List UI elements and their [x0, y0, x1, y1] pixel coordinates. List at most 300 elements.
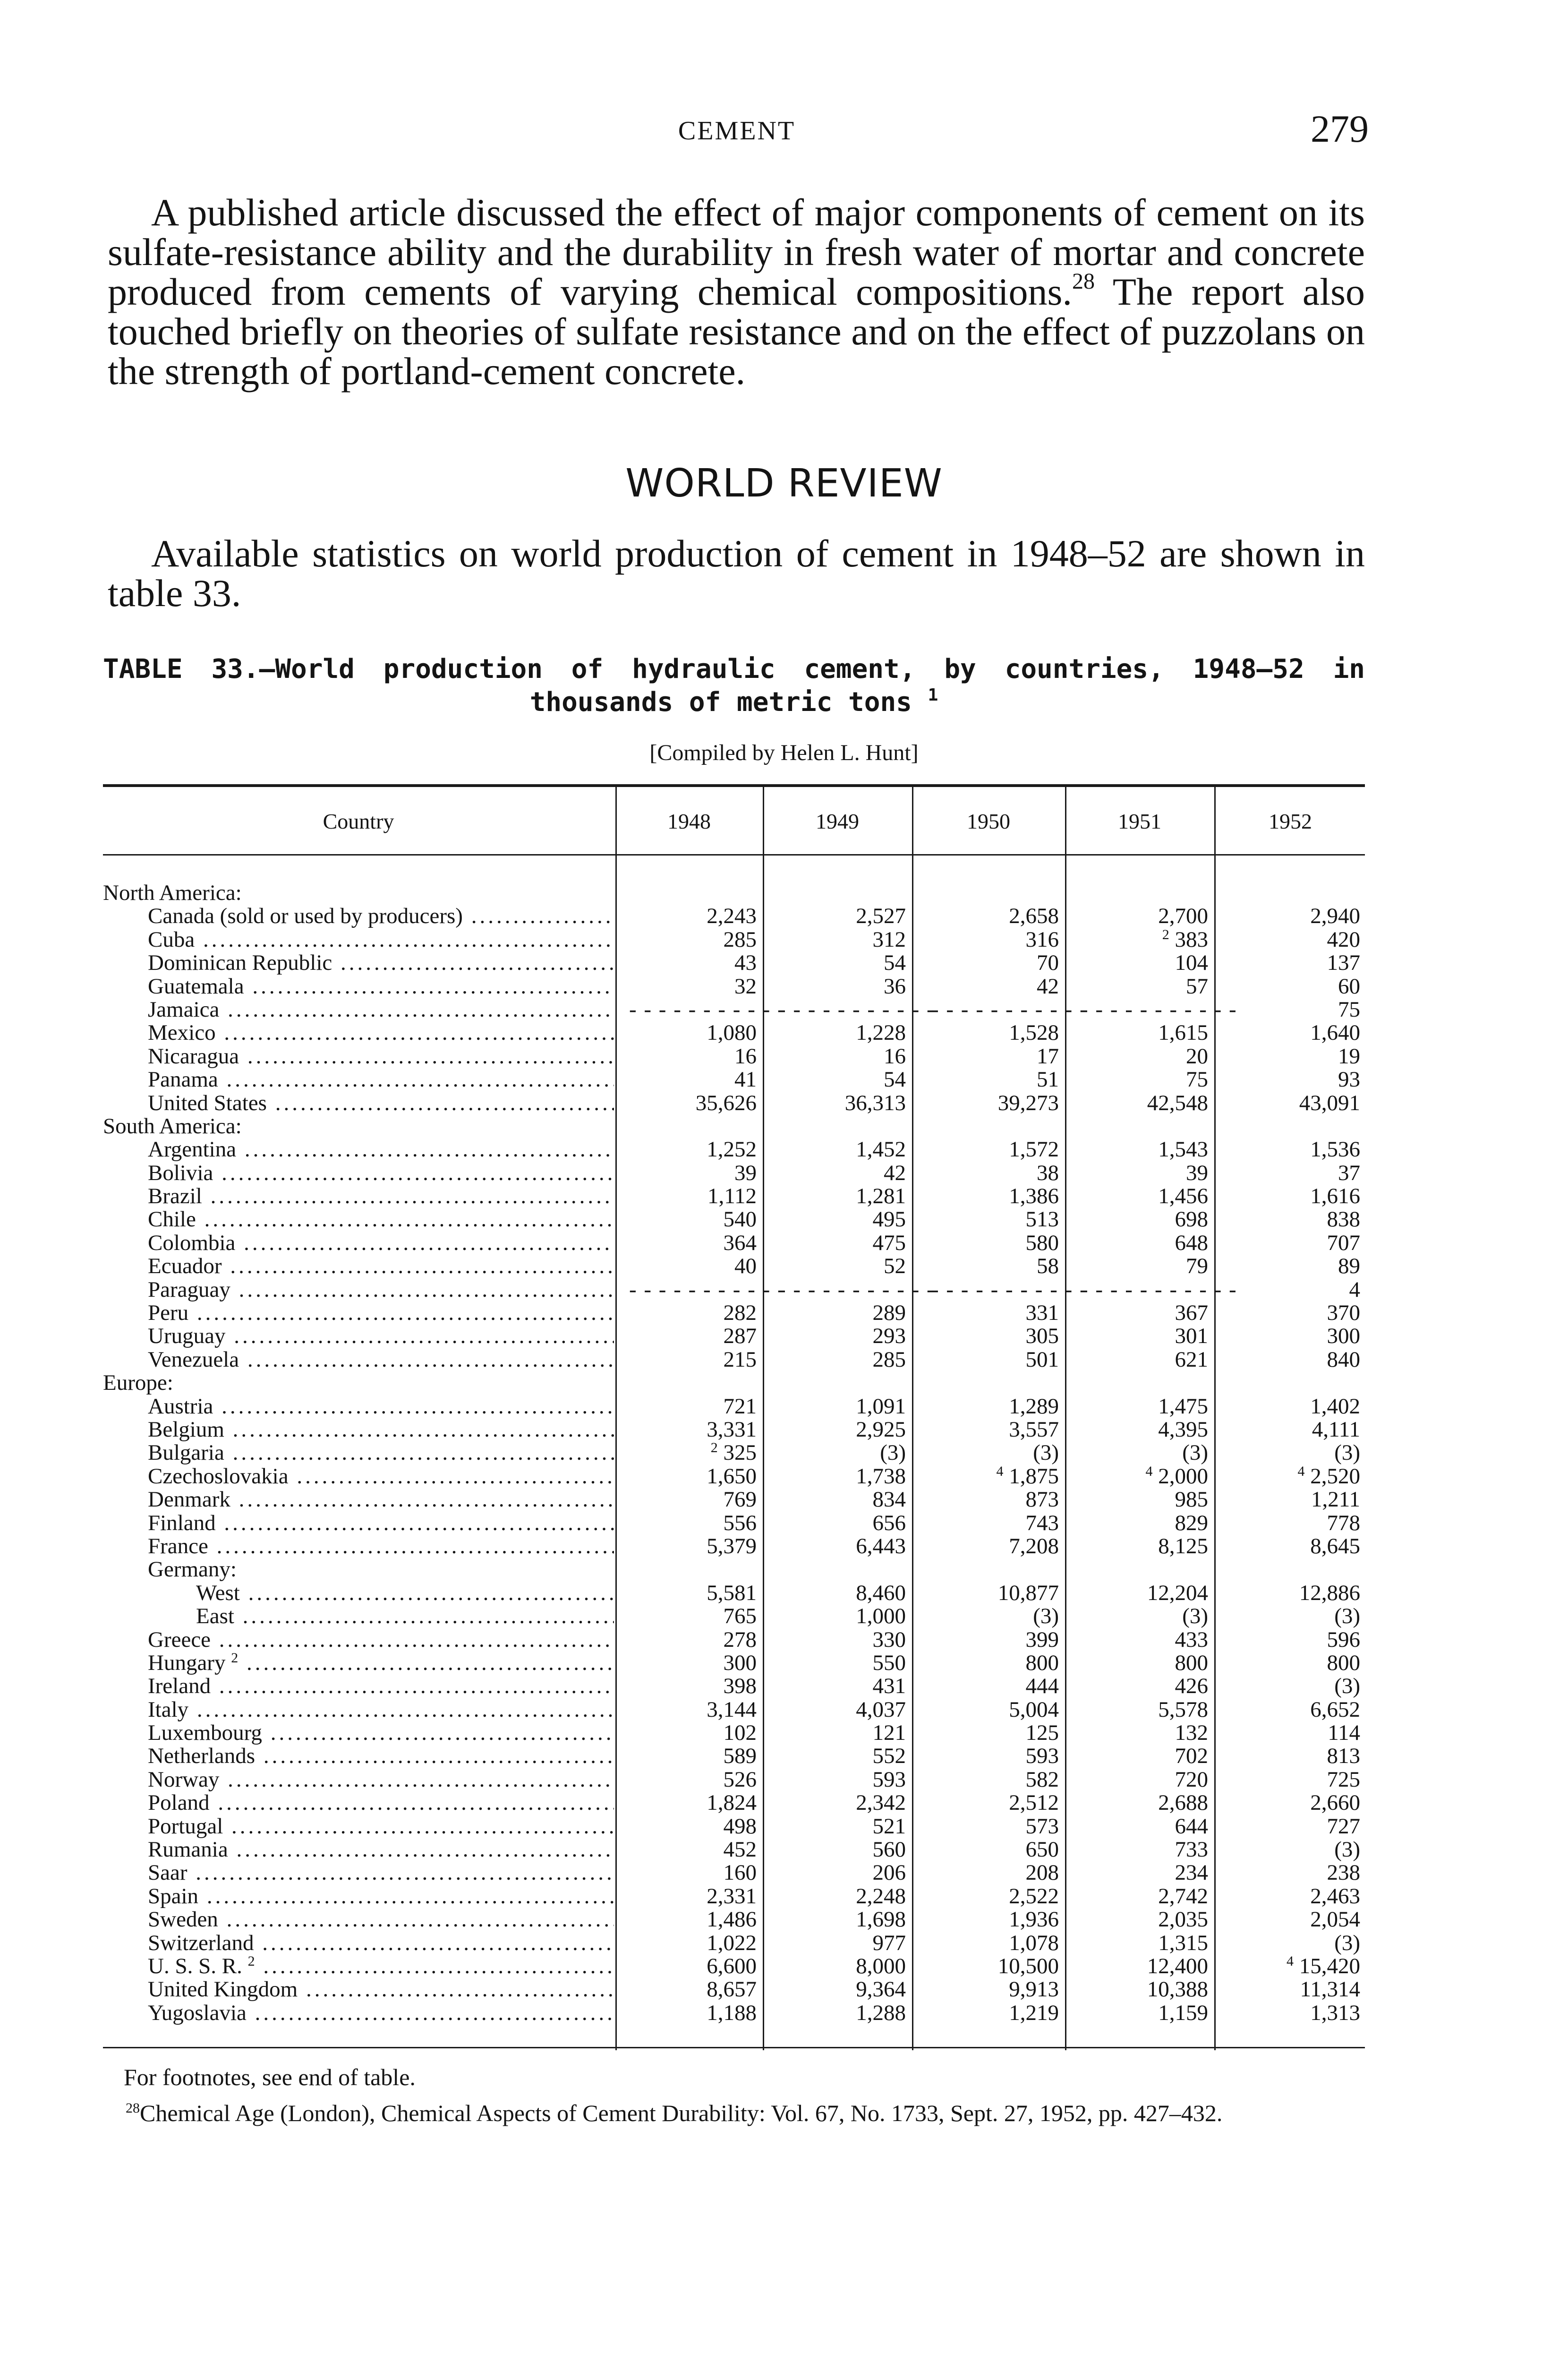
table-cell-1948: [629, 1861, 757, 1884]
country-name-text: Czechoslovakia: [148, 1464, 289, 1489]
table-cell-1948: [629, 1815, 757, 1838]
table-group-row: [103, 1558, 1365, 1581]
table-cell-1952: [1233, 1348, 1360, 1371]
table-row: [103, 1582, 1365, 1605]
cell-value: 2,000: [1158, 1463, 1208, 1489]
cell-value: 8,000: [856, 1953, 906, 1978]
country-name: [148, 1535, 614, 1558]
cell-value: 977: [872, 1930, 906, 1955]
country-name: [148, 975, 614, 998]
cell-value: 1,315: [1158, 1930, 1208, 1955]
table-cell-1952: [1233, 1488, 1360, 1511]
cell-value: 1,616: [1310, 1184, 1360, 1209]
table-row: [103, 1185, 1365, 1208]
table-compiled-by: [Compiled by Helen L. Hunt]: [649, 740, 919, 765]
country-name-text: United Kingdom: [148, 1978, 298, 2002]
cell-value: 985: [1175, 1487, 1208, 1512]
table-row: [103, 1815, 1365, 1838]
country-name: [148, 1348, 614, 1371]
table-cell-1952: [1233, 1955, 1360, 1978]
cell-value: 2,248: [856, 1883, 906, 1908]
table-cell-1948: [629, 1535, 757, 1558]
table-row: [103, 2002, 1365, 2025]
cell-value: 873: [1025, 1487, 1059, 1512]
cell-value: 20: [1186, 1044, 1208, 1069]
country-name-text: Europe:: [103, 1371, 173, 1395]
cell-value: 40: [734, 1254, 757, 1279]
table-cell-1951: [1081, 1185, 1208, 1208]
table-cell-1948: [629, 1325, 757, 1348]
table-cell-1951: [1081, 1348, 1208, 1371]
table-cell-1948: [629, 951, 757, 975]
table-row: [103, 1932, 1365, 1955]
table-cell-1948: [629, 905, 757, 928]
table-cell-1951: [1081, 1488, 1208, 1511]
cell-value: 2,342: [856, 1790, 906, 1815]
country-name-text: Belgium: [148, 1418, 224, 1442]
table-cell-1950: [931, 1185, 1059, 1208]
table-row: [103, 975, 1365, 998]
country-name: [148, 1068, 614, 1091]
table-cell-1952: [1233, 1745, 1360, 1768]
cell-value: 16: [734, 1044, 757, 1069]
table-cell-1950: [931, 1512, 1059, 1535]
country-name: [148, 1861, 614, 1884]
cell-value: 1,091: [856, 1394, 906, 1419]
table-cell-1949: [778, 1162, 906, 1185]
table-row: [103, 1838, 1365, 1861]
table-row: [103, 1395, 1365, 1418]
cell-footnote-ref[interactable]: 4: [1287, 1953, 1294, 1969]
cell-value: 725: [1327, 1767, 1360, 1792]
table-row: [103, 1908, 1365, 1931]
country-name: [148, 1092, 614, 1115]
table-cell-1952: [1233, 1301, 1360, 1325]
table-cell-1949: [778, 1861, 906, 1884]
cell-value: 160: [723, 1860, 757, 1885]
country-name-text: United States: [148, 1091, 267, 1115]
cell-value: 1,228: [856, 1020, 906, 1045]
table-row: [103, 1652, 1365, 1675]
cell-value: 364: [723, 1230, 757, 1255]
cell-value: 282: [723, 1301, 757, 1326]
intro-paragraph: [108, 193, 1365, 391]
table-cell-1949: [778, 1932, 906, 1955]
table-cell-1951: [1081, 928, 1208, 951]
table-cell-1949: [778, 1582, 906, 1605]
table-cell-1950: - - - - - - - - - - -: [931, 997, 1088, 1022]
cell-value: 79: [1186, 1254, 1208, 1279]
cell-value: 208: [1025, 1860, 1059, 1885]
country-name: [148, 1815, 614, 1838]
cell-value: 1,000: [856, 1604, 906, 1629]
country-name: [148, 1418, 614, 1441]
table-cell-1948: [629, 1488, 757, 1511]
table-cell-1949: [778, 1488, 906, 1511]
cell-value: 521: [872, 1814, 906, 1839]
table-group-label: [103, 1371, 614, 1395]
table-cell-1951: [1081, 1675, 1208, 1698]
table-cell-1948: [629, 1301, 757, 1325]
table-cell-1952: [1233, 905, 1360, 928]
cell-value: 8,657: [707, 1977, 757, 2002]
cell-value: 36: [884, 974, 906, 999]
cell-value: 54: [884, 950, 906, 976]
table-row: [103, 1255, 1365, 1278]
country-footnote-ref[interactable]: 2: [247, 1954, 255, 1969]
column-header-1950: 1950: [967, 809, 1010, 833]
country-name: [148, 1138, 614, 1161]
cell-value: 285: [872, 1347, 906, 1372]
table-row: [103, 1861, 1365, 1884]
cell-footnote-ref[interactable]: 2: [1162, 926, 1169, 942]
country-name-text: North America:: [103, 881, 242, 905]
table-cell-1950: [931, 1348, 1059, 1371]
table-cell-1949: [778, 1348, 906, 1371]
country-name: [148, 951, 614, 975]
table-cell-1951: [1081, 1955, 1208, 1978]
table-cell-1950: - - - - - - - - - - -: [931, 1277, 1088, 1302]
table-row: [103, 1278, 1365, 1301]
table-cell-1949: [778, 1325, 906, 1348]
cell-value: 580: [1025, 1230, 1059, 1255]
cell-value: 1,022: [707, 1930, 757, 1955]
country-name: [148, 1628, 614, 1652]
country-name-text: Italy: [148, 1698, 189, 1722]
country-footnote-ref[interactable]: 2: [231, 1651, 239, 1666]
cell-value: 5,578: [1158, 1697, 1208, 1722]
table-row: [103, 1675, 1365, 1698]
cell-value: 650: [1025, 1837, 1059, 1862]
cell-value: 644: [1175, 1814, 1208, 1839]
cell-value: 331: [1025, 1301, 1059, 1326]
table-cell-1952: [1233, 1021, 1360, 1044]
table-cell-1950: [931, 1698, 1059, 1721]
country-name-text: Portugal: [148, 1814, 223, 1839]
cell-value: 4,395: [1158, 1417, 1208, 1442]
cell-value: 834: [872, 1487, 906, 1512]
cell-value: 721: [723, 1394, 757, 1419]
cell-value: (3): [1334, 1930, 1360, 1955]
cell-value: 1,936: [1009, 1907, 1059, 1932]
cell-value: 35,626: [695, 1090, 757, 1115]
cell-value: 93: [1338, 1067, 1360, 1092]
cell-value: 2,742: [1158, 1883, 1208, 1908]
cell-footnote-ref[interactable]: 2: [710, 1440, 718, 1456]
country-name: [148, 1512, 614, 1535]
table-cell-1948: [629, 1628, 757, 1652]
cell-value: 1,486: [707, 1907, 757, 1932]
table-row: [103, 1698, 1365, 1721]
cell-footnote-ref[interactable]: 4: [1145, 1463, 1153, 1479]
table-cell-1948: [629, 1978, 757, 2001]
country-name-text: Brazil: [148, 1185, 202, 1208]
country-name: [148, 1652, 614, 1675]
table-cell-1949: [778, 1628, 906, 1652]
table-caption: [103, 653, 1365, 719]
table-cell-1949: [778, 951, 906, 975]
table-cell-1948: [629, 1138, 757, 1161]
cell-value: 1,528: [1009, 1020, 1059, 1045]
table-row: [103, 1535, 1365, 1558]
cell-footnote-ref[interactable]: 4: [996, 1463, 1004, 1479]
table-footnotes-pointer: For footnotes, see end of table.: [124, 2064, 416, 2090]
table-cell-1948: [629, 1045, 757, 1068]
table-cell-1948: [629, 1255, 757, 1278]
table-cell-1950: [931, 1255, 1059, 1278]
cell-value: 57: [1186, 974, 1208, 999]
table-cell-1950: [931, 1791, 1059, 1814]
country-name-text: Austria: [148, 1395, 213, 1418]
table-cell-1952: [1233, 1675, 1360, 1698]
country-name-text: Mexico: [148, 1021, 216, 1045]
country-name-text: Chile: [148, 1208, 196, 1232]
table-cell-1950: [931, 1418, 1059, 1441]
cell-value: 10,877: [997, 1580, 1059, 1605]
table-cell-1951: [1081, 1021, 1208, 1044]
country-name: [148, 1698, 614, 1721]
table-cell-1952: [1233, 1698, 1360, 1721]
cell-value: 278: [723, 1627, 757, 1652]
table-group-label: [103, 1115, 614, 1138]
table-cell-1948: [629, 1465, 757, 1488]
table-cell-1948: [629, 1955, 757, 1978]
cell-value: 8,460: [856, 1580, 906, 1605]
table-cell-1952: [1233, 928, 1360, 951]
cell-value: 800: [1327, 1650, 1360, 1675]
table-cell-1949: [778, 1512, 906, 1535]
table-cell-1950: [931, 1325, 1059, 1348]
cell-value: 41: [734, 1067, 757, 1092]
table-cell-1949: [778, 1791, 906, 1814]
country-name: [148, 905, 614, 928]
table-row: [103, 1791, 1365, 1814]
country-name-text: Saar: [148, 1861, 187, 1885]
table-cell-1948: [629, 1208, 757, 1231]
country-name-text: Peru: [148, 1301, 189, 1325]
table-cell-1951: [1081, 1535, 1208, 1558]
country-name-text: Bulgaria: [148, 1441, 224, 1465]
table-cell-1952: [1233, 1605, 1360, 1628]
cell-value: 7,208: [1009, 1533, 1059, 1558]
cell-value: 287: [723, 1324, 757, 1349]
country-name: [148, 1232, 614, 1255]
table-cell-1949: [778, 905, 906, 928]
country-name-text: Luxembourg: [148, 1721, 262, 1745]
cell-value: 840: [1327, 1347, 1360, 1372]
cell-value: 137: [1327, 950, 1360, 976]
country-name-text: East: [196, 1605, 234, 1628]
table-cell-1949: [778, 1045, 906, 1068]
table-cell-1951: [1081, 1465, 1208, 1488]
table-cell-1949: [778, 1652, 906, 1675]
country-name-text: Canada (sold or used by producers): [148, 905, 463, 928]
cell-value: 16: [884, 1044, 906, 1069]
table-cell-1948: [629, 1698, 757, 1721]
table-cell-1950: [931, 975, 1059, 998]
table-cell-1951: [1081, 1395, 1208, 1418]
cell-value: (3): [880, 1440, 906, 1465]
table-row: [103, 1885, 1365, 1908]
table-cell-1950: [931, 1978, 1059, 2001]
table-cell-1951: [1081, 1885, 1208, 1908]
table-cell-1951: [1081, 1932, 1208, 1955]
table-cell-1952: [1233, 1861, 1360, 1884]
table-caption-text: TABLE 33.—World production of hydraulic cement, by countries, 1948–52 in thousands of metric tons: [103, 654, 1365, 718]
table-cell-1948: [629, 1582, 757, 1605]
cell-value: 1,698: [856, 1907, 906, 1932]
cell-value: 800: [1175, 1650, 1208, 1675]
table-cell-1949: [778, 975, 906, 998]
table-cell-1950: [931, 1745, 1059, 1768]
table-cell-1948: [629, 1908, 757, 1931]
cell-value: (3): [1033, 1440, 1059, 1465]
table-top-rule: [103, 784, 1365, 787]
table-cell-1949: [778, 1885, 906, 1908]
cell-value: 383: [1175, 927, 1208, 952]
cell-value: 813: [1327, 1744, 1360, 1769]
table-cell-1952: [1233, 1721, 1360, 1745]
table-cell-1948: [629, 1675, 757, 1698]
cell-value: 4,037: [856, 1697, 906, 1722]
cell-value: 102: [723, 1720, 757, 1746]
country-name-text: Argentina: [148, 1138, 237, 1162]
table-cell-1948: [629, 1605, 757, 1628]
table-row: [103, 1418, 1365, 1441]
table-cell-1948: [629, 1721, 757, 1745]
table-cell-1949: [778, 1418, 906, 1441]
cell-value: 452: [723, 1837, 757, 1862]
cell-footnote-ref[interactable]: 4: [1297, 1463, 1305, 1479]
table-cell-1952: [1233, 1768, 1360, 1791]
country-name: [148, 928, 614, 951]
table-row: [103, 951, 1365, 975]
cell-value: 1,078: [1009, 1930, 1059, 1955]
cell-value: (3): [1334, 1604, 1360, 1629]
table-row: [103, 905, 1365, 928]
cell-value: 6,600: [707, 1953, 757, 1978]
cell-value: 526: [723, 1767, 757, 1792]
table-row: [103, 1138, 1365, 1161]
column-header-1949: 1949: [816, 809, 859, 833]
table-cell-1949: [778, 1092, 906, 1115]
table-row: [103, 1325, 1365, 1348]
cell-value: 330: [872, 1627, 906, 1652]
country-name-text: Dominican Republic: [148, 951, 332, 975]
country-name: [148, 1885, 614, 1908]
table-body: [103, 881, 1365, 2025]
cell-value: 720: [1175, 1767, 1208, 1792]
table-cell-1952: [1233, 1815, 1360, 1838]
cell-value: 6,652: [1310, 1697, 1360, 1722]
table-row: [103, 1512, 1365, 1535]
table-cell-1952: [1233, 1068, 1360, 1091]
cell-value: 42,548: [1147, 1090, 1208, 1115]
table-cell-1950: [931, 1675, 1059, 1698]
cell-value: 70: [1037, 950, 1059, 976]
cell-value: 39: [734, 1160, 757, 1185]
table-cell-1949: [778, 1745, 906, 1768]
table-cell-1952: [1233, 1138, 1360, 1161]
page-number: 279: [1311, 107, 1369, 150]
cell-value: 37: [1338, 1160, 1360, 1185]
table-cell-1950: [931, 1861, 1059, 1884]
cell-value: 702: [1175, 1744, 1208, 1769]
table-cell-1949: [778, 1395, 906, 1418]
country-name: [196, 1582, 614, 1605]
cell-value: 1,386: [1009, 1184, 1059, 1209]
table-cell-1949: [778, 1441, 906, 1464]
cell-value: 1,289: [1009, 1394, 1059, 1419]
cell-value: 498: [723, 1814, 757, 1839]
country-name-text: Ecuador: [148, 1255, 222, 1278]
table-cell-1949: [778, 1698, 906, 1721]
cell-value: 1,313: [1310, 2000, 1360, 2025]
table-cell-1949: [778, 1768, 906, 1791]
table-cell-1950: [931, 1162, 1059, 1185]
table-cell-1951: [1081, 1162, 1208, 1185]
footnote-ref-28[interactable]: 28: [1072, 269, 1095, 294]
cell-value: 596: [1327, 1627, 1360, 1652]
cell-value: 2,054: [1310, 1907, 1360, 1932]
table-cell-1948: [629, 1768, 757, 1791]
table-cell-1951: [1081, 1652, 1208, 1675]
cell-value: 132: [1175, 1720, 1208, 1746]
table-row: [103, 1092, 1365, 1115]
country-name-text: Switzerland: [148, 1931, 254, 1955]
cell-value: 582: [1025, 1767, 1059, 1792]
table-cell-1952: [1233, 1908, 1360, 1931]
cell-value: 2,700: [1158, 904, 1208, 929]
cell-value: 1,650: [707, 1463, 757, 1489]
table-cell-1948: [629, 1021, 757, 1044]
section-heading: WORLD REVIEW: [625, 461, 943, 506]
cell-value: 12,400: [1147, 1953, 1208, 1978]
table-cell-1951: [1081, 1325, 1208, 1348]
country-name-text: South America:: [103, 1114, 242, 1138]
table-cell-1952: [1233, 1465, 1360, 1488]
table-cell-1948: - - - - - - - - - - -: [629, 997, 786, 1022]
table-row: [103, 1441, 1365, 1464]
country-name-text: Greece: [148, 1628, 211, 1652]
column-header-1951: 1951: [1118, 809, 1161, 833]
table-cell-1948: [629, 1068, 757, 1091]
table-cell-1950: [931, 1955, 1059, 1978]
table-cell-1951: [1081, 1301, 1208, 1325]
cell-value: 305: [1025, 1324, 1059, 1349]
cell-value: 552: [872, 1744, 906, 1769]
table-row: [103, 1208, 1365, 1231]
cell-value: 8,125: [1158, 1533, 1208, 1558]
cell-value: 9,913: [1009, 1977, 1059, 2002]
table-row: [103, 1021, 1365, 1044]
table-cell-1951: [1081, 1745, 1208, 1768]
table-cell-1949: [778, 1838, 906, 1861]
table-caption-footnote-ref[interactable]: 1: [928, 685, 938, 705]
cell-value: 39: [1186, 1160, 1208, 1185]
table-cell-1952: [1233, 1791, 1360, 1814]
table-cell-1952: [1233, 1255, 1360, 1278]
cell-value: 370: [1327, 1301, 1360, 1326]
cell-value: 3,331: [707, 1417, 757, 1442]
cell-value: (3): [1334, 1837, 1360, 1862]
cell-value: 38: [1037, 1160, 1059, 1185]
table-group-label: [148, 1558, 614, 1581]
cell-value: 656: [872, 1510, 906, 1535]
table-cell-1951: [1081, 1418, 1208, 1441]
cell-value: 293: [872, 1324, 906, 1349]
table-cell-1950: [931, 1605, 1059, 1628]
